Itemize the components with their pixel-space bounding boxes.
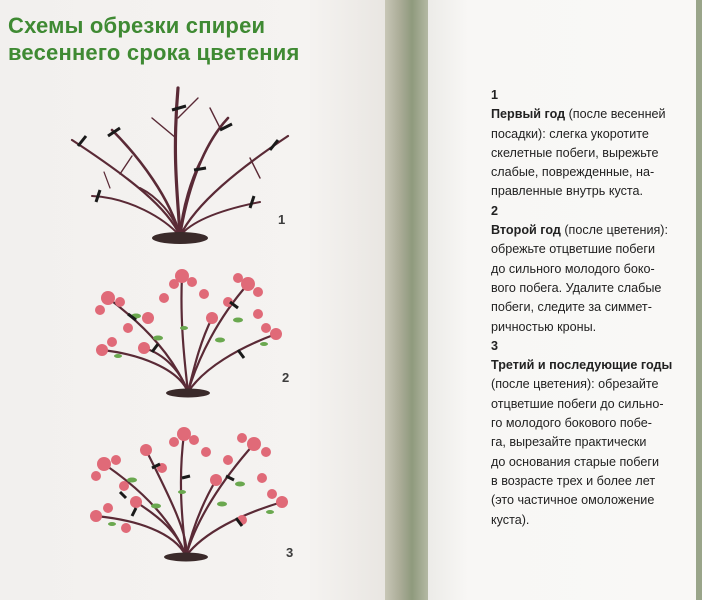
step-line: до основания старые побеги xyxy=(491,454,659,469)
step-line: отцветшие побеги до сильно- xyxy=(491,396,664,411)
step-line: в возрасте трех и более лет xyxy=(491,473,656,488)
pruning-diagram-3 xyxy=(86,420,290,562)
step-line: (это частичное омоложение xyxy=(491,493,655,508)
step-line: побеги, следите за симмет- xyxy=(491,300,652,315)
step-line: (после весенней xyxy=(565,107,666,122)
title-line-2: весеннего срока цветения xyxy=(8,40,300,65)
pruning-diagram-2 xyxy=(88,258,288,398)
step-line: куста). xyxy=(491,512,530,527)
page-title xyxy=(8,12,368,66)
step-2 xyxy=(491,202,681,337)
step-line: до сильного молодого боко- xyxy=(491,261,655,276)
step-line: скелетные побеги, вырежьте xyxy=(491,145,659,160)
step-number: 2 xyxy=(491,203,499,218)
step-text xyxy=(491,356,681,530)
blossoms xyxy=(90,427,288,533)
page-edge xyxy=(696,0,702,600)
pruning-instructions xyxy=(491,86,681,530)
figure-number-1: 1 xyxy=(278,212,286,227)
shrub-branches xyxy=(102,276,276,392)
step-line: правленные внутрь куста. xyxy=(491,184,644,199)
step-line: вого побега. Удалите слабые xyxy=(491,280,662,295)
step-line: (после цветения): обрезайте xyxy=(491,377,659,392)
step-line: слабые, поврежденные, на- xyxy=(491,165,655,180)
step-line: го молодого бокового побе- xyxy=(491,416,652,431)
step-heading: Первый год xyxy=(491,107,566,122)
step-line: (после цветения): xyxy=(560,223,669,238)
step-text xyxy=(491,105,681,201)
figure-number-3: 3 xyxy=(286,545,294,560)
book-gutter xyxy=(385,0,430,600)
step-text xyxy=(491,221,681,337)
step-line: обрежьте отцветшие побеги xyxy=(491,242,655,257)
step-heading: Третий и последующие годы xyxy=(491,358,673,373)
bare-shrub xyxy=(72,88,288,236)
pruning-diagram-1 xyxy=(60,78,310,248)
title-line-1: Схемы обрезки спиреи xyxy=(8,13,266,38)
step-line: ричностью кроны. xyxy=(491,319,597,334)
soil-mound xyxy=(164,553,208,562)
step-3 xyxy=(491,337,681,530)
leaves xyxy=(114,314,268,359)
step-number: 1 xyxy=(491,88,499,102)
step-number: 3 xyxy=(491,338,499,353)
soil-mound xyxy=(152,232,208,244)
soil-mound xyxy=(166,389,210,398)
figure-number-2: 2 xyxy=(282,370,290,385)
step-1 xyxy=(491,86,681,202)
step-heading: Второй год xyxy=(491,223,561,238)
step-line: га, вырезайте практически xyxy=(491,435,647,450)
step-line: посадки): слегка укоротите xyxy=(491,126,649,141)
